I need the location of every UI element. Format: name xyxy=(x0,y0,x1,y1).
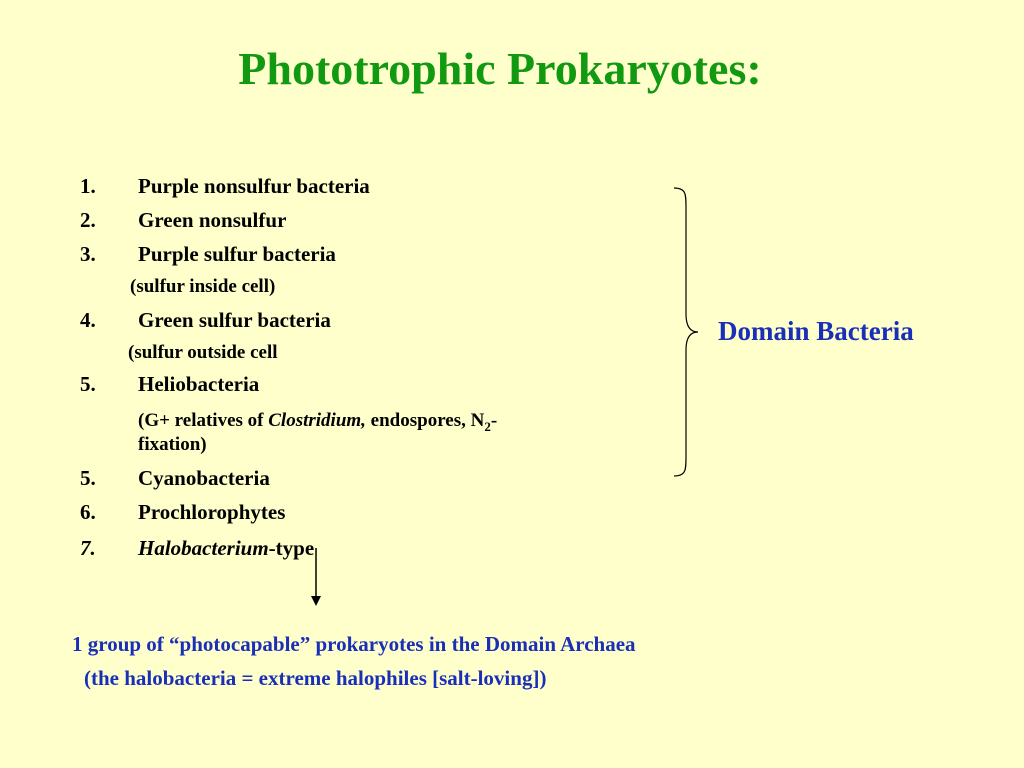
archaea-statement: 1 group of “photocapable” prokaryotes in the Domain Archaea xyxy=(72,632,636,656)
list-number: 4. xyxy=(80,308,96,332)
list-text: Green nonsulfur xyxy=(138,208,287,232)
genus-name: Halobacterium xyxy=(138,536,269,560)
heliobacteria-note-line2: fixation) xyxy=(138,434,207,455)
note-genus: Clostridium, xyxy=(268,410,366,431)
list-number: 3. xyxy=(80,242,96,266)
list-text: Purple nonsulfur bacteria xyxy=(138,174,370,198)
right-brace-icon xyxy=(672,186,704,478)
list-number: 2. xyxy=(80,208,96,232)
list-number: 5. xyxy=(80,466,96,490)
list-text: Heliobacteria xyxy=(138,372,260,396)
list-number: 5. xyxy=(80,372,96,396)
list-text: Green sulfur bacteria xyxy=(138,308,331,332)
list-number: 1. xyxy=(80,174,96,198)
list-text: Cyanobacteria xyxy=(138,466,270,490)
down-arrow-icon xyxy=(308,548,324,608)
list-note: (sulfur inside cell) xyxy=(130,276,276,297)
note-subscript: 2 xyxy=(484,418,491,434)
note-text: endospores, N xyxy=(365,410,485,431)
list-text xyxy=(138,536,314,561)
note-text: - xyxy=(490,410,498,431)
slide-title: Phototrophic Prokaryotes: xyxy=(238,43,762,94)
archaea-explanation: (the halobacteria = extreme halophiles [salt-loving]) xyxy=(84,666,547,690)
list-note: (sulfur outside cell xyxy=(128,342,278,363)
list-text: Purple sulfur bacteria xyxy=(138,242,336,266)
note-text: (G+ relatives of xyxy=(138,410,269,431)
list-number: 6. xyxy=(80,500,96,524)
type-suffix: -type xyxy=(268,536,315,560)
list-number: 7. xyxy=(80,536,96,560)
domain-bacteria-label: Domain Bacteria xyxy=(718,316,914,346)
heliobacteria-note xyxy=(138,410,497,435)
list-text: Prochlorophytes xyxy=(138,500,286,524)
